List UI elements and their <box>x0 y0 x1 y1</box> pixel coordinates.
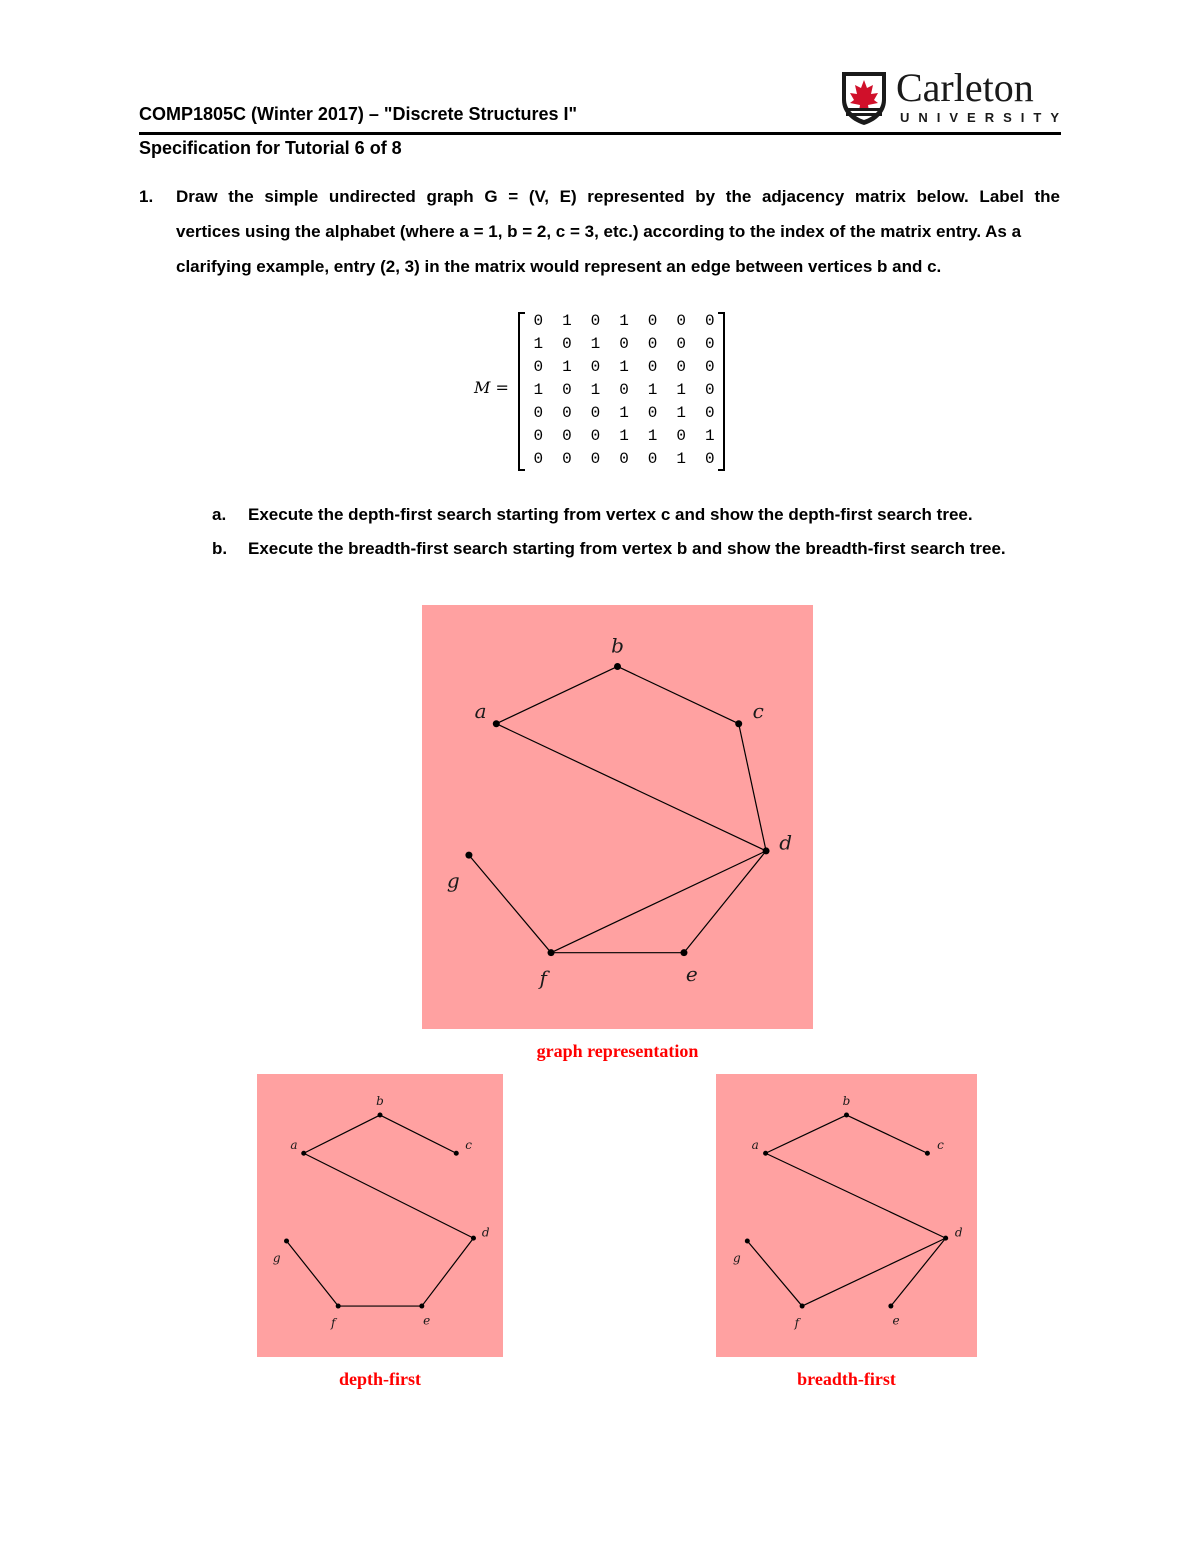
graph-vertex-f <box>548 949 555 956</box>
matrix-cell: 0 <box>619 381 629 399</box>
graph-edge-f-g <box>747 1241 802 1306</box>
matrix-cell: 0 <box>704 358 715 376</box>
matrix-cell: 0 <box>590 358 601 376</box>
matrix-cell: 0 <box>676 335 686 353</box>
matrix-row <box>524 310 724 333</box>
graph-vertex-label-e: e <box>892 1313 900 1328</box>
part-text: Execute the depth-first search starting from vertex c and show the depth-first search tree. <box>248 505 973 524</box>
graph-vertex-label-d: d <box>779 830 793 855</box>
question-number: 1. <box>139 187 154 206</box>
matrix-cell: 0 <box>704 404 715 422</box>
graph-vertex-e <box>888 1304 893 1309</box>
depth-first-caption: depth-first <box>339 1369 421 1389</box>
graph-edge-a-b <box>766 1115 847 1153</box>
graph-vertex-label-e: e <box>685 961 698 986</box>
graph-representation-figure <box>422 605 813 1029</box>
graph-vertex-f <box>336 1304 341 1309</box>
depth-first-figure <box>257 1074 503 1357</box>
graph-vertex-d <box>471 1236 476 1241</box>
matrix-cell: 1 <box>590 335 601 353</box>
graph-vertex-label-c: c <box>752 699 764 723</box>
graph-edge-a-d <box>496 724 766 851</box>
matrix-label: M = <box>474 378 509 397</box>
matrix-cell: 1 <box>647 427 658 445</box>
matrix-cell: 0 <box>590 427 601 445</box>
graph-edge-d-e <box>422 1238 474 1306</box>
graph-vertex-g <box>745 1238 750 1243</box>
matrix-cell: 1 <box>676 404 686 422</box>
graph-vertex-label-g: g <box>446 868 460 893</box>
question-text-line: vertices using the alphabet (where a = 1, b = 2, c = 3, etc.) according to the index of the matrix entry. As a <box>176 222 1022 241</box>
matrix-cell: 0 <box>704 312 715 330</box>
matrix-row <box>524 356 724 379</box>
graph-vertex-b <box>844 1113 849 1118</box>
carleton-logo <box>838 65 1069 126</box>
graph-vertex-label-f: f <box>539 966 547 991</box>
matrix-cell: 0 <box>562 404 572 422</box>
matrix-row <box>524 402 724 425</box>
graph-vertex-label-b: b <box>611 633 624 658</box>
matrix-cell: 0 <box>619 450 629 468</box>
graph-vertex-d <box>763 847 770 854</box>
matrix-cell: 1 <box>619 312 629 330</box>
tutorial-subtitle: Specification for Tutorial 6 of 8 <box>139 138 402 158</box>
matrix-cell: 1 <box>647 381 658 399</box>
matrix-row <box>524 448 724 471</box>
part-text: Execute the breadth-first search starting from vertex b and show the breadth-first search tree. <box>248 539 1006 558</box>
matrix-grid <box>524 310 724 471</box>
graph-vertex-a <box>301 1151 306 1156</box>
graph-vertex-label-f: f <box>794 1316 800 1331</box>
matrix-cell: 0 <box>647 312 658 330</box>
matrix-cell: 0 <box>704 381 715 399</box>
graph-edge-b-c <box>618 666 739 723</box>
graph-vertex-label-d: d <box>481 1225 490 1240</box>
logo-university: UNIVERSITY <box>900 110 1069 125</box>
graph-vertex-e <box>419 1304 424 1309</box>
graph-vertex-e <box>680 949 687 956</box>
graph-vertex-label-a: a <box>290 1137 298 1152</box>
graph-vertex-label-b: b <box>376 1094 384 1109</box>
matrix-cell: 0 <box>676 312 686 330</box>
matrix-cell: 1 <box>619 358 629 376</box>
graph-vertex-label-f: f <box>331 1316 336 1331</box>
matrix-cell: 0 <box>647 358 658 376</box>
header-divider <box>139 132 1061 135</box>
graph-vertex-label-e: e <box>423 1313 431 1328</box>
matrix-cell: 1 <box>533 335 544 353</box>
matrix-cell: 0 <box>533 312 544 330</box>
matrix-cell: 1 <box>676 450 686 468</box>
graph-edge-d-e <box>891 1238 946 1306</box>
logo-wordmark: Carleton <box>896 65 1034 110</box>
graph-edge-d-f <box>551 851 766 953</box>
graph-vertex-a <box>493 720 500 727</box>
graph-edge-a-d <box>304 1153 474 1238</box>
question-text-line: Draw the simple undirected graph G = (V, E) represented by the adjacency matrix below. Label the <box>176 187 1060 206</box>
graph-vertex-label-a: a <box>751 1137 759 1152</box>
graph-vertex-label-c: c <box>465 1137 472 1152</box>
graph-vertex-c <box>925 1151 930 1156</box>
matrix-cell: 0 <box>676 427 686 445</box>
matrix-cell: 0 <box>647 404 658 422</box>
graph-edge-a-d <box>766 1153 946 1238</box>
graph-vertex-label-d: d <box>954 1225 963 1240</box>
graph-vertex-b <box>378 1113 383 1118</box>
matrix-cell: 1 <box>562 358 572 376</box>
matrix-cell: 0 <box>704 450 715 468</box>
graph-vertex-g <box>284 1238 289 1243</box>
graph-vertex-label-b: b <box>842 1094 851 1109</box>
matrix-cell: 0 <box>562 335 572 353</box>
matrix-cell: 0 <box>704 335 715 353</box>
graph-edge-f-g <box>287 1241 339 1306</box>
graph-edge-d-e <box>684 851 766 953</box>
matrix-cell: 0 <box>562 381 572 399</box>
graph-vertex-label-c: c <box>937 1137 944 1152</box>
matrix-cell: 0 <box>676 358 686 376</box>
matrix-cell: 1 <box>619 404 629 422</box>
matrix-cell: 1 <box>562 312 572 330</box>
graph-edge-b-c <box>847 1115 928 1153</box>
matrix-cell: 0 <box>619 335 629 353</box>
matrix-cell: 0 <box>647 335 658 353</box>
graph-vertex-label-g: g <box>272 1251 281 1266</box>
graph-edge-c-d <box>739 724 766 851</box>
graph-vertex-label-g: g <box>733 1251 741 1266</box>
graph-vertex-c <box>454 1151 459 1156</box>
part-letter: b. <box>212 539 228 558</box>
matrix-cell: 1 <box>704 427 715 445</box>
breadth-first-caption: breadth-first <box>797 1369 896 1389</box>
matrix-cell: 0 <box>590 312 601 330</box>
matrix-cell: 0 <box>647 450 658 468</box>
maple-leaf-shield-icon <box>838 70 890 126</box>
graph-vertex-label-a: a <box>474 699 487 723</box>
matrix-row <box>524 425 724 448</box>
matrix-cell: 0 <box>590 404 601 422</box>
graph-edge-d-f <box>802 1238 946 1306</box>
matrix-cell: 0 <box>562 450 572 468</box>
matrix-cell: 0 <box>533 450 544 468</box>
graph-vertex-b <box>614 663 621 670</box>
matrix-cell: 0 <box>562 427 572 445</box>
graph-edge-f-g <box>469 855 551 953</box>
matrix-cell: 1 <box>676 381 686 399</box>
depth-first-graph-svg <box>257 1074 503 1357</box>
adjacency-matrix <box>470 310 740 472</box>
breadth-first-graph-svg <box>716 1074 977 1357</box>
graph-vertex-d <box>943 1236 948 1241</box>
question-text-line: clarifying example, entry (2, 3) in the matrix would represent an edge between vertices b and c. <box>176 257 942 276</box>
breadth-first-figure <box>716 1074 977 1357</box>
main-graph-svg <box>422 605 813 1029</box>
graph-vertex-c <box>735 720 742 727</box>
graph-vertex-f <box>800 1304 805 1309</box>
matrix-cell: 0 <box>533 427 544 445</box>
matrix-row <box>524 333 724 356</box>
graph-edge-a-b <box>496 666 617 723</box>
matrix-row <box>524 379 724 402</box>
part-letter: a. <box>212 505 227 524</box>
graph-vertex-g <box>465 852 472 859</box>
graph-edge-b-c <box>380 1115 456 1153</box>
graph-edge-a-b <box>304 1115 380 1153</box>
graph-representation-caption: graph representation <box>536 1041 699 1061</box>
matrix-cell: 1 <box>619 427 629 445</box>
graph-vertex-a <box>763 1151 768 1156</box>
matrix-cell: 1 <box>590 381 601 399</box>
matrix-cell: 1 <box>533 381 544 399</box>
course-title: COMP1805C (Winter 2017) – "Discrete Structures I" <box>139 104 578 124</box>
matrix-cell: 0 <box>533 404 544 422</box>
matrix-cell: 0 <box>590 450 601 468</box>
matrix-cell: 0 <box>533 358 544 376</box>
